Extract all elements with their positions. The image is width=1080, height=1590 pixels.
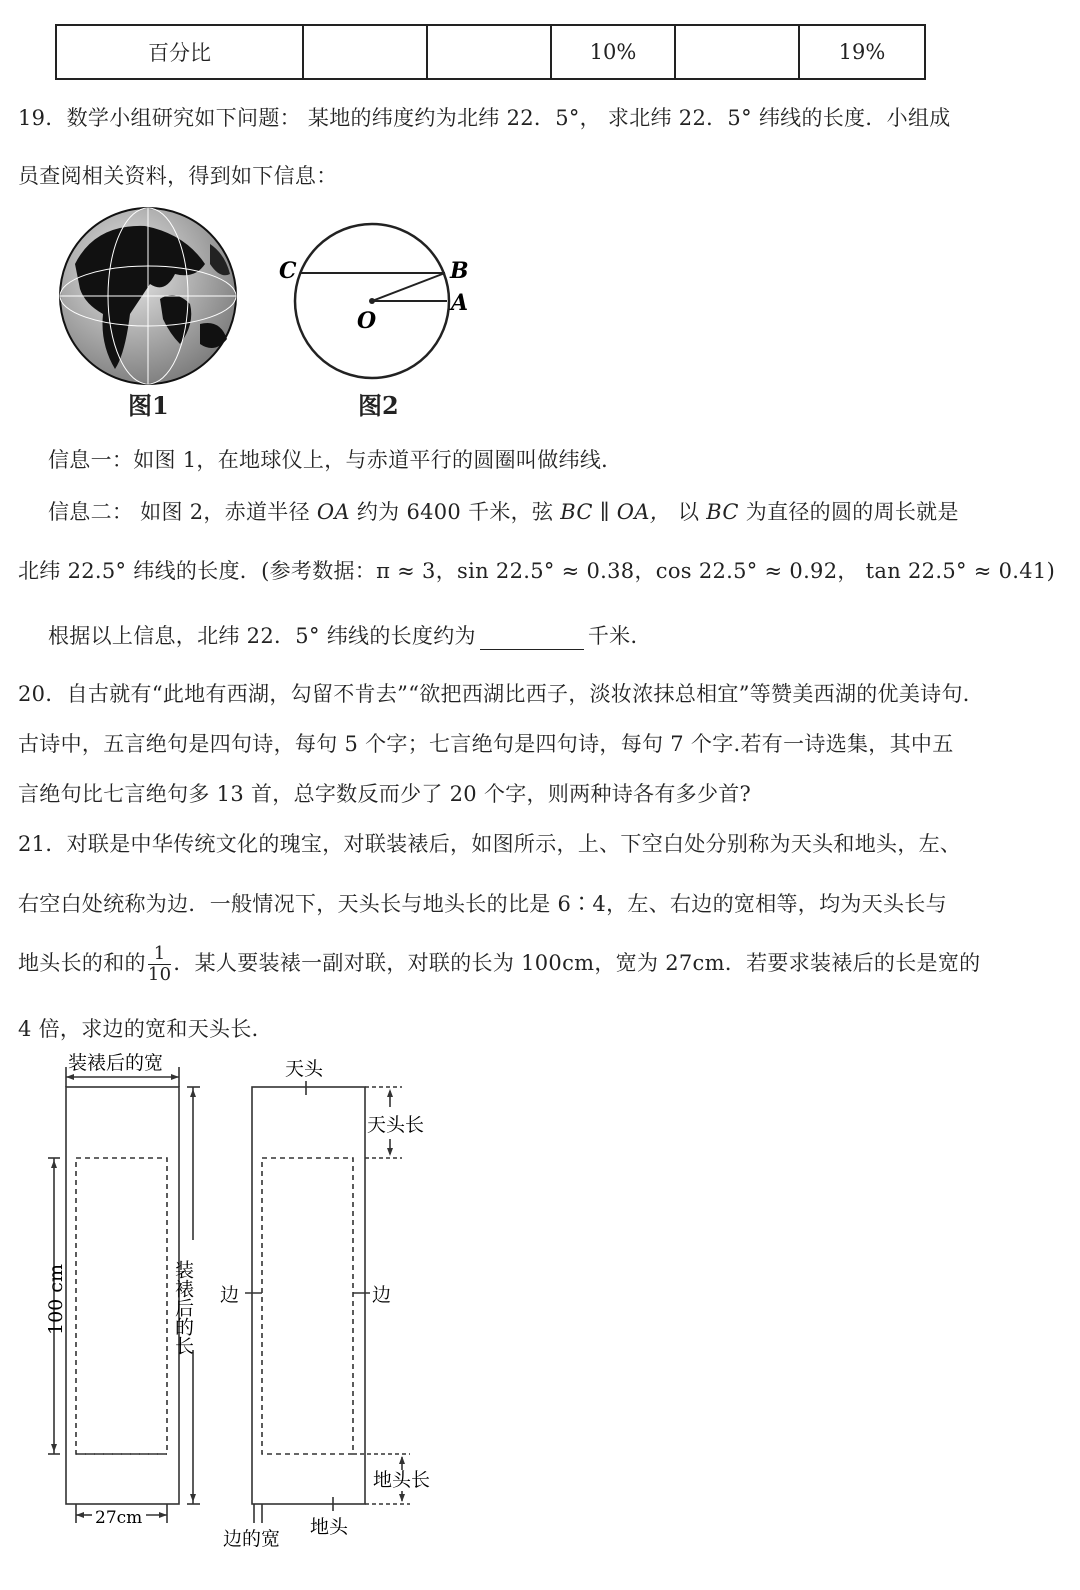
q19-ask: 根据以上信息，北纬 22．5° 纬线的长度约为 千米． [48, 624, 652, 648]
tiantou-label: 天头 [285, 1058, 324, 1080]
q20-line1: 20．自古就有“此地有西湖，勾留不肯去”“欲把西湖比西子，淡妆浓抹总相宜”等赞美西湖的优美诗句． [18, 682, 985, 706]
q20-line3: 言绝句比七言绝句多 13 首，总字数反而少了 20 个字，则两种诗各有多少首? [18, 782, 752, 806]
q20-line2: 古诗中，五言绝句是四句诗，每句 5 个字；七言绝句是四句诗，每句 7 个字.若有一诗选集，其中五 [18, 732, 954, 756]
label-o: O [357, 308, 377, 334]
label-c: C [279, 258, 297, 284]
bian-width-label: 边的宽 [223, 1528, 281, 1550]
label-a: A [451, 290, 469, 316]
q19-info1: 信息一：如图 1，在地球仪上，与赤道平行的圆圈叫做纬线． [48, 448, 623, 472]
q19-info2: 信息二： 如图 2，赤道半径 OA 约为 6400 千米，弦 BC ∥ OA， 以 BC 为直径的圆的周长就是 [48, 500, 959, 524]
width-27cm-label: 27cm [95, 1508, 143, 1528]
table-label-cell: 百分比 [56, 25, 303, 79]
width-label: 装裱后的宽 [68, 1052, 164, 1074]
ditou-length-label: 地头长 [373, 1469, 431, 1491]
svg-text:装裱后的长: 装裱后的长 [172, 1260, 194, 1355]
bian-right-label: 边 [372, 1284, 392, 1306]
length-100cm-label: 100 cm [45, 1264, 67, 1335]
couplet-diagram [30, 1045, 460, 1555]
q21-line1: 21．对联是中华传统文化的瑰宝，对联装裱后，如图所示，上、下空白处分别称为天头和地头，左、 [18, 832, 962, 856]
table-cell [675, 25, 799, 79]
label-b: B [450, 258, 469, 284]
q19-line2: 员查阅相关资料，得到如下信息： [18, 164, 338, 188]
ditou-label: 地头 [310, 1516, 349, 1538]
fig2-caption: 图2 [358, 391, 399, 420]
percent-table [55, 24, 926, 80]
q21-line2: 右空白处统称为边．一般情况下，天头长与地头长的比是 6∶4，左、右边的宽相等，均为天头长与 [18, 892, 947, 916]
q21-line3: 地头长的和的 $\frac{1}{10}$ ．某人要装裱一副对联，对联的长为 100cm，宽为 27cm．若要求装裱后的长是宽的 [18, 943, 981, 985]
bian-left-label: 边 [220, 1284, 240, 1306]
mounted-length-label [172, 1260, 194, 1355]
answer-blank [480, 627, 584, 650]
q19-info3: 北纬 22.5° 纬线的长度．(参考数据：π ≈ 3，sin 22.5° ≈ 0.38，cos 22.5° ≈ 0.92， tan 22.5° ≈ 0.41) [18, 559, 1056, 583]
q19-line1: 19．数学小组研究如下问题： 某地的纬度约为北纬 22．5°， 求北纬 22．5° 纬线的长度．小组成 [18, 106, 951, 130]
tiantou-length-label: 天头长 [367, 1114, 425, 1136]
circle-diagram [275, 210, 475, 390]
table-cell: 10% [551, 25, 675, 79]
q21-line4: 4 倍，求边的宽和天头长． [18, 1017, 273, 1041]
table-cell [427, 25, 551, 79]
fraction: $\frac{1}{10}$ [147, 943, 172, 985]
table-cell [303, 25, 427, 79]
table-cell: 19% [799, 25, 925, 79]
globe-figure [55, 204, 245, 394]
fig1-caption: 图1 [128, 391, 169, 420]
